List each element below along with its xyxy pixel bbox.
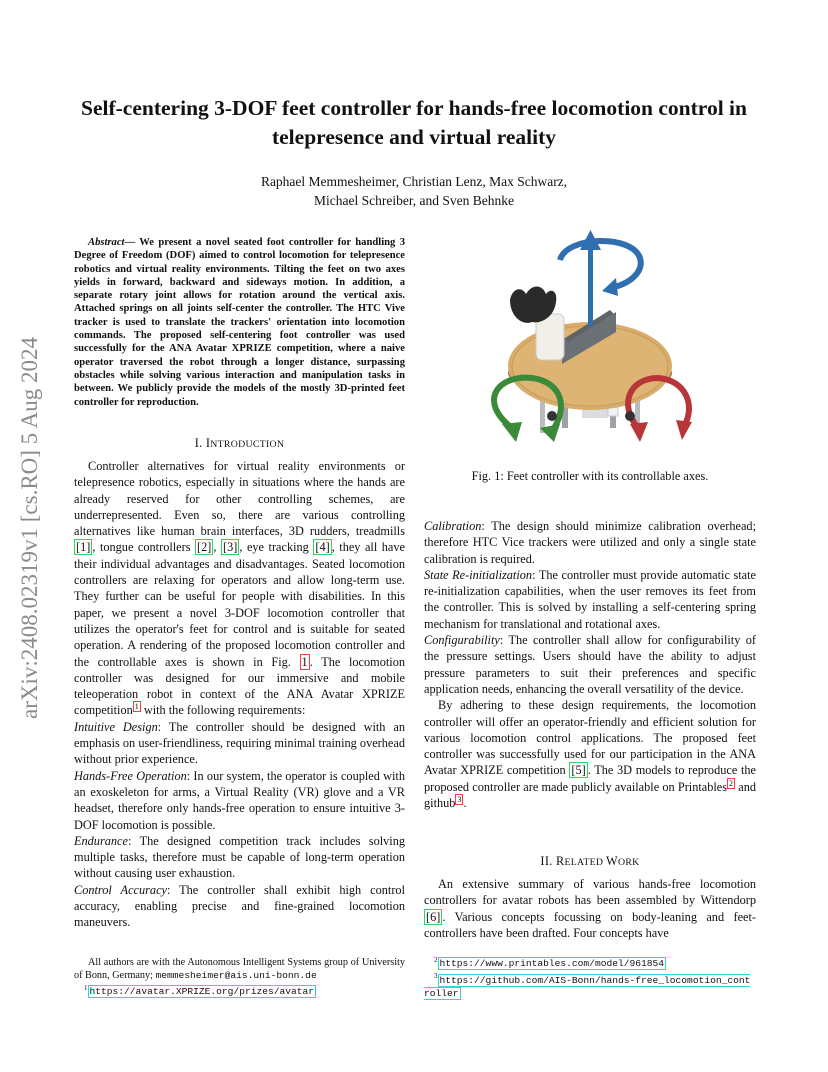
section-cap: I xyxy=(205,436,211,450)
adhering-paragraph: By adhering to these design requirements, the locomotion controller will offer an operator-friendly and efficient solution for various locomotion control applications. The proposed feet controller was successfully used for our participation in the ANA Avatar XPRIZE competition [5] . The 3D models to reproduce the proposed controller are made publicly available on Printables $^2$ and github $^3$ . xyxy=(424,698,756,811)
footnote-marker[interactable]: 1 xyxy=(134,702,139,712)
figure-ref-link[interactable]: 1 xyxy=(301,654,308,669)
email-link[interactable]: memmesheimer@ais.uni-bonn.de xyxy=(155,970,317,981)
right-column-body xyxy=(424,518,756,811)
figure-1-rendering xyxy=(470,228,710,463)
abstract xyxy=(74,236,405,409)
requirement-item: Endurance: The designed competition track includes solving multiple tasks, therefore must be capable of long-term operation without causing user exhaustion. xyxy=(74,833,405,881)
requirement-item: Intuitive Design: The controller should be designed with an emphasis on user-friendliness, requiring minimal training overhead without prior experience. xyxy=(74,719,405,767)
related-work-body xyxy=(424,876,756,941)
affiliation-note: All authors are with the Autonomous Intelligent Systems group of University of Bonn, Germany; memmesheimer@ais.uni-bonn.de xyxy=(74,957,405,981)
arxiv-sidebar: arXiv:2408.02319v1 [cs.RO] 5 Aug 2024 xyxy=(17,336,42,719)
requirement-item: Control Accuracy: The controller shall exhibit high control accuracy, enabling precise and fine-grained locomotion maneuvers. xyxy=(74,882,405,930)
footnote-url-link[interactable]: https://github.com/AIS-Bonn/hands-free_locomotion_controller xyxy=(424,974,751,999)
section-rest: NTRODUCTION xyxy=(210,439,285,450)
citation-link[interactable]: [2] xyxy=(197,540,212,555)
citation-link[interactable]: [3] xyxy=(223,540,238,555)
section-heading-introduction xyxy=(74,436,405,451)
figure-caption: Fig. 1: Feet controller with its controllable axes. xyxy=(471,469,709,483)
requirement-item: Hands-Free Operation: In our system, the operator is coupled with an exoskeleton for arms, a Virtual Reality (VR) glove and a VR headset, therefore only hands-free operation to ensure intuitive 3-DOF locomotion is possible. xyxy=(74,768,405,832)
abstract-label: Abstract xyxy=(88,237,125,248)
footnote-url-link[interactable]: https://www.printables.com/model/961854 xyxy=(439,958,665,970)
author-list xyxy=(160,172,668,210)
requirement-item: State Re-initialization: The controller must provide automatic state re-initialization capabilities, when the user removes its feet from the controller. This is solved by installing a self-centering spring mechanism for translational and rotational axes. xyxy=(424,567,756,631)
feet-controller-illustration xyxy=(470,228,710,463)
section-heading-related-work: II. RELATED WORK xyxy=(540,854,640,868)
abstract-text: — We present a novel seated foot controller for handling 3 Degree of Freedom (DOF) aimed to control locomotion for telepresence robotics and virtual reality environments. Tilting the feet on two axes yields in forward, backward and sideways motion. In addition, a separate rotary joint allows for rotation around the vertical axis. Attached springs on all joints self-center the controller. The HTC Vive tracker is used to translate the trackers' orientation into locomotion commands. The proposed self-centering foot controller was used successfully for the ANA Avatar XPRIZE competition, where a naive operator traversed the robot through a longer distance, surpassing obstacles while solving various interaction and manipulation tasks in between. We publicly provide the models of the mostly 3D-printed feet controller for reproduction. xyxy=(74,237,405,408)
citation-link[interactable]: [5] xyxy=(571,763,586,778)
citation-link[interactable]: [1] xyxy=(76,540,91,555)
intro-paragraph: Controller alternatives for virtual reality environments or telepresence robotics, especially in situations where the hands are already reserved for other controlling schemes, are underrepresented. Even so, there are various controlling alternatives like human brain interfaces, 3D rudders, treadmills [1] , tongue controllers [2] , [3] , eye tracking [4] , they all have their individual advantages and disadvantages. Seated locomotion controllers are relaxing for operators and allow long-term use. They further can be useful for people with disabilities. In this paper, we present a novel 3-DOF locomotion controller that utilizes the operator's feet for control and is suitable for seated operation. A rendering of the proposed locomotion controller and the controllable axes is shown in Fig. 1 . The locomotion controller was designed for our immersive and mobile teleoperation robot in context of the ANA Avatar XPRIZE competition $^1$ with the following requirements: xyxy=(74,459,405,718)
authors-line-1: Raphael Memmesheimer, Christian Lenz, Max Schwarz, xyxy=(260,174,568,189)
footnote-marker[interactable]: 2 xyxy=(729,778,734,788)
paper-title: Self-centering 3-DOF feet controller for hands-free locomotion control in telepresence and virtual reality xyxy=(81,96,747,149)
authors-line-2: Michael Schreiber, and Sven Behnke xyxy=(313,193,515,208)
footnote-1: $^1$ https://avatar.XPRIZE.org/prizes/avatar xyxy=(84,984,315,998)
citation-link[interactable]: [6] xyxy=(426,909,441,924)
footnote-url-link[interactable]: https://avatar.XPRIZE.org/prizes/avatar xyxy=(89,986,315,998)
footnote-2: $^2$ https://www.printables.com/model/961854 xyxy=(434,956,665,970)
citation-link[interactable]: [4] xyxy=(315,540,330,555)
footnote-marker[interactable]: 3 xyxy=(457,794,462,804)
requirement-item: Configurability: The controller shall allow for configurability of the pressure settings. Users should have the ability to adjust pressure parameters to suit their preferences and specific application needs, enhancing the overall versatility of the device. xyxy=(424,633,756,696)
footnotes-right xyxy=(424,954,756,1000)
footnote-3: $^3$ https://github.com/AIS-Bonn/hands-free_locomotion_controller xyxy=(424,972,751,999)
requirement-item: Calibration: The design should minimize calibration overhead; therefore HTC Vice trackers were utilized and only a single state calibration is required. xyxy=(424,519,756,566)
footnotes-left xyxy=(74,956,405,998)
section-number: I. xyxy=(194,436,206,450)
related-paragraph: An extensive summary of various hands-free locomotion controllers for avatar robots has been assembled by Wittendorp [6] . Various concepts focussing on body-leaning and feet-controllers have been drafted. Four concepts have xyxy=(424,877,756,940)
introduction-body xyxy=(74,458,405,931)
